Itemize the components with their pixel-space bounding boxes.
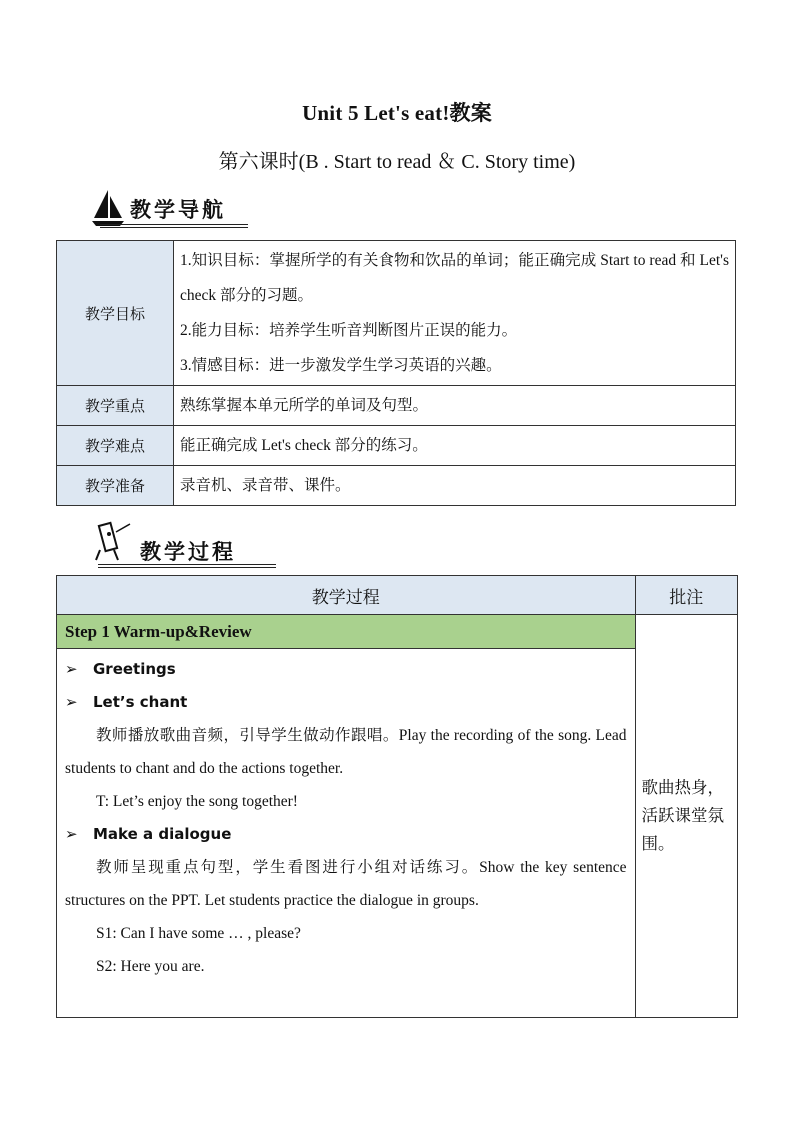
- pencil-figure-icon: [90, 520, 134, 564]
- row-label: 教学难点: [57, 426, 174, 466]
- banner-underline: [100, 224, 248, 228]
- sailboat-icon: [90, 188, 126, 228]
- page-subtitle: 第六课时(B . Start to read ＆ C. Story time): [218, 151, 576, 173]
- objective-line: 1.知识目标：掌握所学的有关食物和饮品的单词；能正确完成 Start to read 和 Let's check 部分的习题。: [180, 252, 729, 304]
- arrow-bullet-icon: ➢: [65, 825, 78, 843]
- step-content: [57, 649, 636, 1018]
- row-label: 教学目标: [57, 241, 174, 386]
- dialogue-line-s1: S1: Can I have some … , please?: [96, 925, 301, 942]
- table-header-row: [57, 576, 738, 615]
- page-title: Unit 5 Let's eat!教案: [302, 101, 492, 125]
- note-cell: 歌曲热身，活跃课堂氛围。: [635, 615, 737, 1018]
- dialogue-line-s2: S2: Here you are.: [96, 958, 205, 975]
- banner-title: 教学过程: [140, 540, 236, 564]
- arrow-bullet-icon: ➢: [65, 693, 78, 711]
- table-row: [57, 241, 736, 386]
- banner-title: 教学导航: [130, 198, 226, 222]
- header-note: 批注: [635, 576, 737, 615]
- dialogue-paragraph: 教师呈现重点句型，学生看图进行小组对话练习。Show the key sentence structures on the PPT. Let students practice the dialogue in groups.: [65, 859, 627, 909]
- row-label: 教学准备: [57, 466, 174, 506]
- chant-line: T: Let’s enjoy the song together!: [96, 793, 298, 810]
- bullet-text: Greetings: [93, 660, 176, 678]
- chant-paragraph: 教师播放歌曲音频，引导学生做动作跟唱。Play the recording of the song. Lead students to chant and do the actions together.: [65, 727, 627, 777]
- bullet-text: Make a dialogue: [93, 825, 232, 843]
- banner-teaching-navigation: [90, 188, 250, 232]
- table-row: [57, 426, 736, 466]
- table-row: [57, 466, 736, 506]
- list-item: [65, 818, 627, 851]
- arrow-bullet-icon: ➢: [65, 660, 78, 678]
- objective-line: 3.情感目标：进一步激发学生学习英语的兴趣。: [180, 357, 502, 374]
- row-value: 能正确完成 Let's check 部分的练习。: [174, 426, 736, 466]
- table-row: [57, 386, 736, 426]
- header-process: 教学过程: [57, 576, 636, 615]
- list-item: [65, 653, 627, 686]
- step-title: Step 1 Warm-up&Review: [57, 615, 636, 649]
- banner-teaching-process: [90, 520, 280, 564]
- list-item: [65, 686, 627, 719]
- row-value: 录音机、录音带、课件。: [174, 466, 736, 506]
- row-value: 熟练掌握本单元所学的单词及句型。: [174, 386, 736, 426]
- overview-table: [56, 240, 736, 506]
- objective-line: 2.能力目标：培养学生听音判断图片正误的能力。: [180, 322, 518, 339]
- table-row: [57, 615, 738, 649]
- banner-underline: [98, 564, 276, 568]
- bullet-text: Let’s chant: [93, 693, 188, 711]
- process-table: [56, 575, 738, 1018]
- row-value: [174, 241, 736, 386]
- row-label: 教学重点: [57, 386, 174, 426]
